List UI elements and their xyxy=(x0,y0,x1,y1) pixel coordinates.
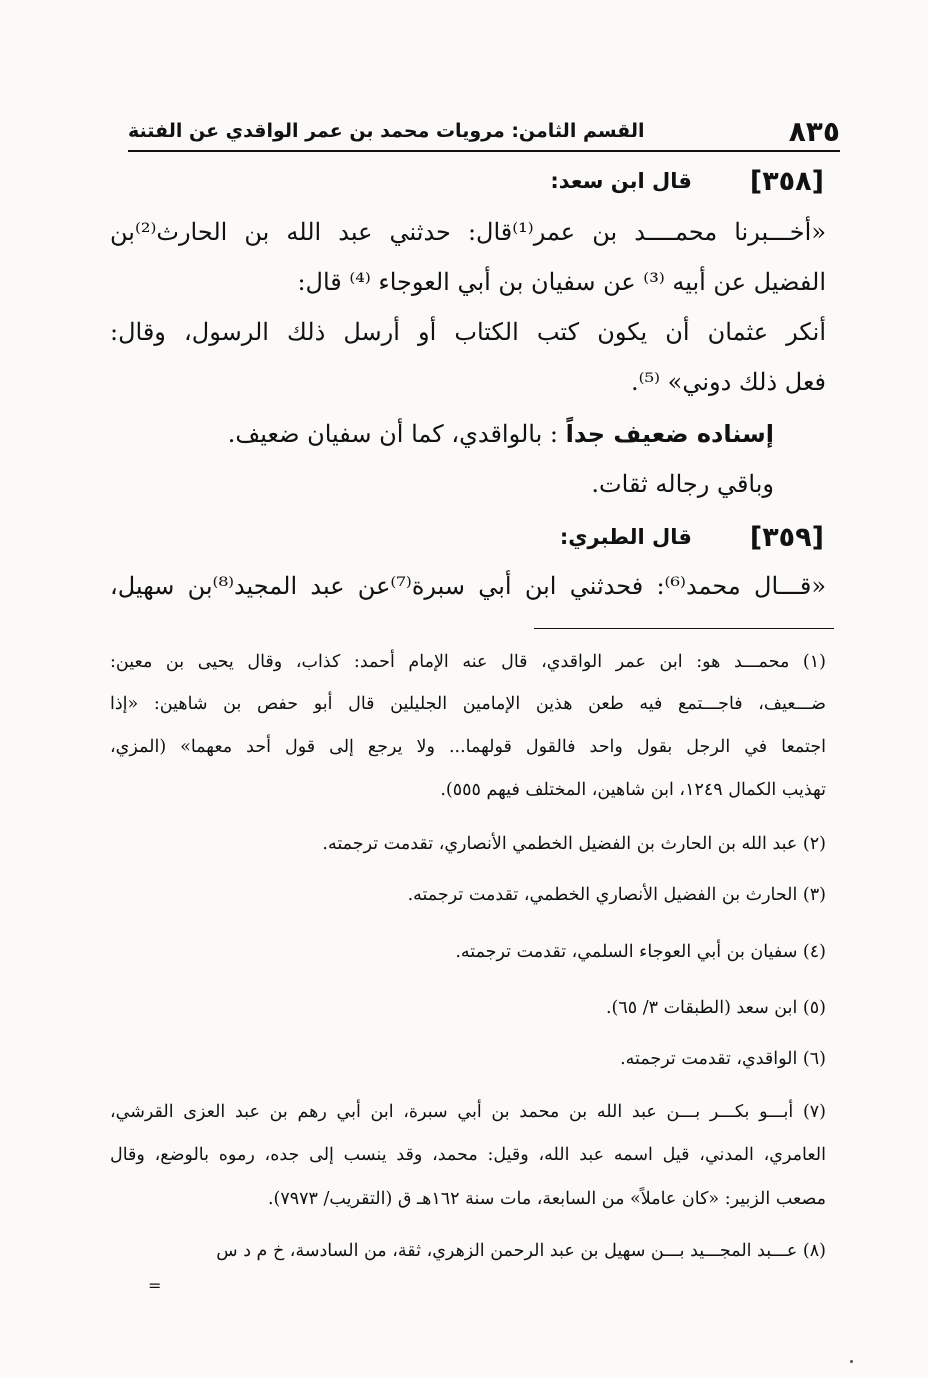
page-speck xyxy=(850,1360,853,1363)
footnote-line: اجتمعا في الرجل بقول واحد فالقول قولهما... ولا يرجع إلى قول أحد معهما» (المزي، xyxy=(110,737,826,757)
narration-line: أنكر عثمان أن يكون كتب الكتاب أو أرسل ذلك الرسول، وقال: xyxy=(110,318,826,346)
footnote-line: (١) محمـــد هو: ابن عمر الواقدي، قال عنه الإمام أحمد: كذاب، وقال يحيى بن معين: xyxy=(110,652,826,672)
footnote-line: (٤) سفيان بن أبي العوجاء السلمي، تقدمت ترجمته. xyxy=(455,942,826,962)
grading-line xyxy=(110,414,826,454)
footnote-line: (٢) عبد الله بن الحارث بن الفضيل الخطمي الأنصاري، تقدمت ترجمته. xyxy=(322,834,826,854)
footnote-divider xyxy=(534,628,834,629)
entry-source: قال ابن سعد: xyxy=(550,169,692,193)
entry-heading xyxy=(128,160,824,202)
page-header xyxy=(128,112,840,150)
narration-line: الفضيل عن أبيه ⁽³⁾ عن سفيان بن أبي العوجاء ⁽⁴⁾ قال: xyxy=(297,268,826,296)
entry-number: [٣٥٩] xyxy=(749,521,824,553)
running-title: القسم الثامن: مرويات محمد بن عمر الواقدي عن الفتنة xyxy=(128,120,645,142)
page-number: ٨٣٥ xyxy=(788,114,840,148)
footnote-line: تهذيب الكمال ١٢٤٩، ابن شاهين، المختلف فيهم ٥٥٥). xyxy=(440,780,826,800)
grading-line-2: وباقي رجاله ثقات. xyxy=(591,470,774,498)
entry-heading xyxy=(128,516,824,558)
footnote-line: (٣) الحارث بن الفضيل الأنصاري الخطمي، تقدمت ترجمته. xyxy=(407,885,826,905)
footnote-line: مصعب الزبير: «كان عاملاً» من السابعة، مات سنة ١٦٢هـ ق (التقريب/ ٧٩٧٣). xyxy=(267,1189,826,1209)
footnote-line: (٨) عـــبد المجـــيد بـــن سهيل بن عبد الرحمن الزهري، ثقة، من السادسة، خ م د س xyxy=(216,1241,826,1261)
footnote-line: العامري، المدني، قيل اسمه عبد الله، وقيل: محمد، وقد ينسب إلى جده، رموه بالوضع، وقال xyxy=(110,1145,826,1165)
continuation-mark: = xyxy=(148,1276,162,1295)
footnote-line: (٦) الواقدي، تقدمت ترجمته. xyxy=(620,1049,826,1069)
footnote-line: (٧) أبـــو بكـــر بـــن عبد الله بن محمد بن أبي سبرة، ابن أبي رهم بن عبد العزى القرشي، xyxy=(110,1102,826,1122)
grading-text: : بالواقدي، كما أن سفيان ضعيف. xyxy=(227,420,559,448)
footnote-line: (٥) ابن سعد (الطبقات ٣/ ٦٥). xyxy=(605,998,826,1018)
entry-source: قال الطبري: xyxy=(559,525,692,549)
grading-label: إسناده ضعيف جداً xyxy=(565,420,774,448)
narration-line: «قـــال محمد⁽⁶⁾: فحدثني ابن أبي سبرة⁽⁷⁾عن عبد المجيد⁽⁸⁾بن سهيل، xyxy=(110,572,826,600)
header-divider xyxy=(128,150,840,152)
footnote-line: ضـــعيف، فاجـــتمع فيه طعن هذين الإمامين الجليلين قال أبو حفص بن شاهين: «إذا xyxy=(110,694,826,714)
narration-line: فعل ذلك دوني» ⁽⁵⁾. xyxy=(630,368,826,396)
entry-number: [٣٥٨] xyxy=(749,165,824,197)
narration-line: «أخـــبرنا محمــــد بن عمر⁽¹⁾قال: حدثني عبد الله بن الحارث⁽²⁾بن xyxy=(110,218,826,246)
